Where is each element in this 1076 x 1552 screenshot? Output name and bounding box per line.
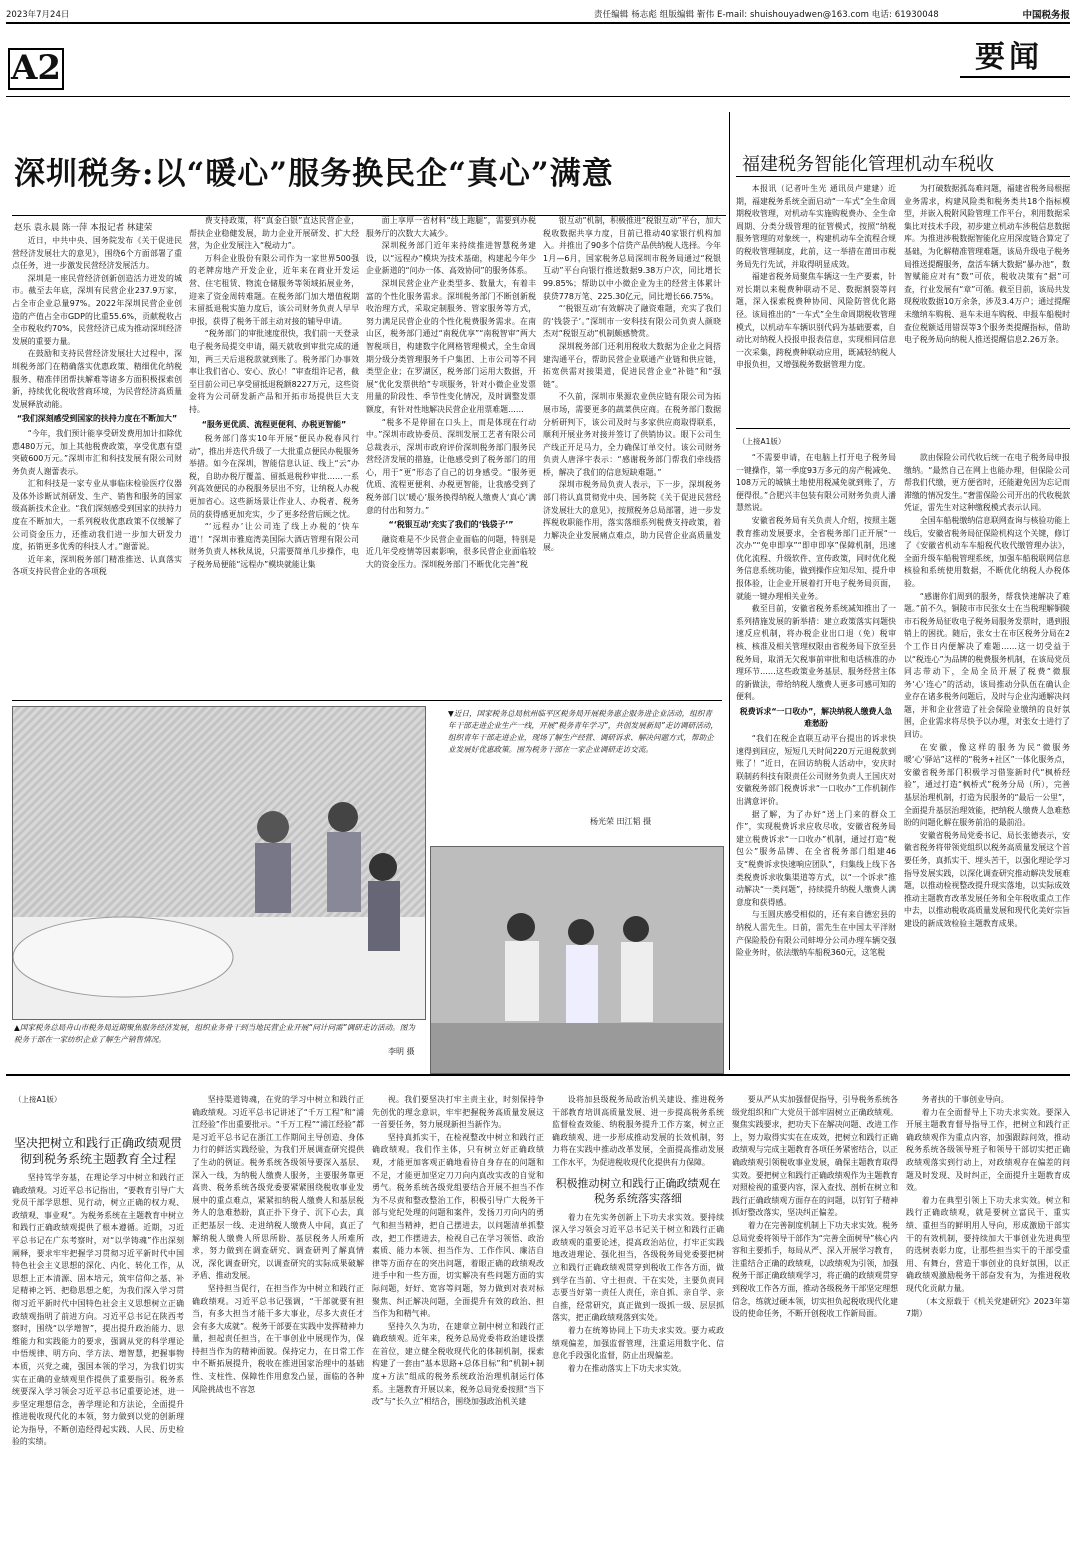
paragraph: 视。我们要坚决打牢主责主业，时刻保持争先创优的理念意识，牢牢把握税务高质量发展这一首要任务，努力展现新担当新作为。 — [372, 1095, 544, 1130]
paragraph: 福建省税务局聚焦车辆这一生产要素，针对长期以来税费种联动不足、数据割裂等问题，深入探索税费种协同、风险防管优化路径。该局推出的“一车式”全生命周期税收管理模式，以机动车车辆识别代码为基础要素，自动比对纳税人投报申报表信息，实现相同信息一次采集，跨税费种联动应用，既减轻纳税人申报负担，又增强税务数据管理力度。 — [736, 272, 896, 370]
newspaper-name: 中国税务报 — [1022, 10, 1070, 21]
paragraph: 坚持担当促行，在担当作为中树立和践行正确政绩观。习近平总书记强调，“干部就要有担当，有多大担当才能干多大事业，尽多大责任才会有多大成就”。税务干部要在实践中发挥精神力量，担起责任担当，在干事创业中展现作为，保持担当作为的精神面貌。保持定力，在日常工作中不断拓展提升，税收在推进国家治理中的基础性、支柱性、保障性作用愈发凸显，面临的各种风险挑战也不容忽 — [192, 1283, 364, 1394]
paragraph: “今年，我们预计能享受研发费用加计扣除优惠480万元，加上其他税费政策，享受优惠有望突破600万元。”深圳市汇和科技发展有限公司财务负责人谢蕾表示。 — [12, 428, 182, 476]
photo-credit-top: 杨光荣 田江韬 摄 — [590, 817, 652, 826]
header-rule — [6, 22, 1070, 24]
page-header-bar — [6, 6, 1070, 20]
paragraph: 不久前，深圳市果源农业供应链有限公司为拓展市场，需要更多的蔬菜供应商。在税务部门数据分析研判下，该公司及时与多家供应商取得联系，顺利开展业务对接并签订了供销协议。眼下公司生产线正开足马力，全力确保订单交付。该公司财务负责人唐泽宇表示：“感谢税务部门帮我们牵线搭桥，解决了我们的信息短缺难题。” — [543, 392, 721, 477]
main-headline: 深圳税务:以“暖心”服务换民企“真心”满意 — [14, 156, 614, 192]
paragraph: 汇和科技是一家专业从事临床检验医疗仪器及体外诊断试剂研发、生产、销售和服务的国家级高新技术企业。“我们深刻感受到国家的扶持力度在不断加大，一系列税收优惠政策不仅缓解了公司资金压力，还推动我们进一步加大研发力度，拓销更多优秀的科技人才。”谢蕾说。 — [12, 479, 182, 552]
paragraph: 税务部门落实10年开展“便民办税春风行动”，推出并迭代升级了一大批重点便民办税服务举措。如今在深圳，智能信息认证、线上“云”办税，自助办税厅覆盖、留抵退税秒审批……一系列高效便民的办税服务层出不穷，让纳税人办税更加省心。这些新场景让作业人、办税者、税务员的获得感更加充实，少了更多经营后顾之忧。 — [189, 434, 359, 519]
paragraph: 全国车船税缴纳信息联网查询与核验功能上线后，安徽省税务局征保险机构这个关键，修订了《安徽省机动车车船税代收代缴管理办法》，全面升级车船税管理系统，加强车船税联网信息核验和系统使用数据，不断优化纳税人办税体验。 — [904, 515, 1070, 588]
paragraph: 安徽省税务局党委书记、局长张德表示，安徽省税务将带领党组织以税务高质量发展这个首要任务，真抓实干、埋头苦干，以强化理论学习指导发展实践，以深化调查研究推动解决发展难题，以推动检视整改提升现实落地，以实际成效推动主题教育改革发展任务和全年税收重点工作中去，以推动税收高质量发展和现代化美好宗旨建设的新成效检验主题教育成果。 — [904, 830, 1070, 928]
paragraph: “税多不是停留在口头上，而是体现在行动中。”深圳市政协委员、深圳发展工艺者有限公司总裁表示，深圳市政府评价深圳税务部门服务民营经济发展的措施，让他感受到了税务部门的用心，用于“更”形态了自己的切身感受。“服务更优质、流程更便利、办税更智能，让我感受到了税务部门以‘暖心’服务换得纳税人缴费人‘真心’满意的付出和努力。” — [366, 417, 536, 515]
bottom-column-3 — [372, 1094, 544, 1544]
paragraph: 坚持久久为功，在建章立制中树立和践行正确政绩观。近年来，税务总局党委将政治建设摆在首位，建立健全税收现代化的体制机制，探索构建了一套由“基本思路+总体目标”和“机制+制度+方法”组成的税务系统政治治理机制运行体系。主题教育开展以来，税务总局党委按照“当下改”与“长久立”相结合，围绕加强政治机关建 — [372, 1321, 544, 1407]
article-column-1 — [12, 235, 182, 693]
paragraph: 与玉圆庆感受相似的，还有来自德宏县的纳税人雷先生。日前，雷先生在中国太平洋财产保险股份有限公司蚌埠分公司办理车辆交强险业务时，依法缴纳车船税360元，这笔税 — [736, 910, 896, 958]
paragraph: 近日，中共中央、国务院发布《关于促进民营经济发展壮大的意见》，围绕6个方面部署了重点任务，进一步激发民营经济发展活力。 — [12, 236, 182, 271]
paragraph: 本报讯（记者叶生光 通讯员卢建建）近期，福建税务系统全面启动“一车式”全生命周期税收管理，对机动车实施购税费办、全生命周期、分类分级管理的征管模式，按照“纳税服务管理的对象统一，构建机动车全流程合规的税收管理制度，此前，这一举措在莆田市税务局先行先试，并取得明显成效。 — [736, 184, 896, 269]
paragraph: “我们在税企直联互动平台提出的诉求快速得到回应，短短几天时间220万元退税款到账了！”近日，在回访纳税人活动中，安庆时联制药科技有限责任公司财务负责人王国庆对安徽税务部门税费诉求“一口收办”工作机制作出满意评价。 — [736, 734, 896, 807]
paragraph: 要从严从实加强督促指导，引导税务系统各级党组织和广大党员干部牢固树立正确政绩观。聚焦实践要求，把功夫下在解决问题、改进工作上，努力取得实实在在成效，把树立和践行正确政绩观与完成主题教育各项任务紧密结合，以正确政绩观引领税收事业发展，确保主题教育取得实效。要把树立和践行正确政绩观作为主题教育对照检视的重要内容，深入查找、剖析在树立和践行正确政绩观方面存在的问题，以钉钉子精神抓好整改落实，坚决纠正偏差。 — [732, 1095, 898, 1218]
fujian-bottom-rule — [736, 428, 1070, 429]
section-rule — [960, 76, 1070, 78]
paragraph: 着力在先实务创新上下功夫求实效。要持续深入学习领会习近平总书记关于树立和践行正确政绩观的重要论述，提高政治站位，打牢正实践地改进理论、强化担当，各级税务局党委要把树立和践行正确政绩观贯穿到税收工作各方面，做到学在当前、守土担责、干在实处，主要负责同志要当好第一责任人责任，亲自抓、亲自学、亲自推，经常研究，真正做到一级抓一级、层层抓落实，把正确政绩观落到实处。 — [552, 1212, 724, 1323]
paragraph: 深圳市税务局负责人表示，下一步，深圳税务部门将认真贯彻党中央、国务院《关于促进民营经济发展壮大的意见》，按照税务总局部署，进一步发挥税收职能作用，落实落细系列税费支持政策，着力解决企业发展痛点难点，助力民营企业高质量发展。 — [543, 480, 721, 553]
bottom-column-4 — [552, 1094, 724, 1544]
paragraph: 在鼓励和支持民营经济发展壮大过程中，深圳税务部门在精确落实优惠政策、精细优化纳税服务、精准伴团帮扶解难等诸多方面积极探索创新，持续优化税收营商环境，为民营经济高质量发展释放动能。 — [12, 349, 182, 409]
column-separator — [729, 112, 730, 1070]
paragraph: 着力在推动落实上下功夫求实效。 — [567, 1363, 687, 1373]
paragraph: 坚持笃学夯基，在理论学习中树立和践行正确政绩观。习近平总书记指出，“要教育引导广大党员干部学思想、见行动，树立正确的权力观、政绩观、事业观”。为税务系统在主题教育中树立和践行正确政绩观提供了根本遵循。近期，习近平总书记在广东考察时，对“以学铸魂”作出深刻阐释，要求牢牢把握学习贯彻习近平新时代中国特色社会主义思想的深化、内化、转化工作，从思想上正本清源、固本培元，筑牢信仰之基、补足精神之钙、把稳思想之舵，为我们深入学习贯彻习近平新时代中国特色社会主义思想树立正确政绩观指明了前进方向。习近平总书记在陕西考察时，围绕“以学增智”，提出提升政治能力、思维能力和实践能力的要求，强调从党的科学理论中悟规律、明方向、学方法、增智慧，把握事物本质，兴党之魂，强国本领的学习，为我们切实实在正确的业绩观里作提供了重要指引。税务系统要深入学习领会习近平总书记重要论述，进一步坚定理想信念，善学理论和方法论，全面提升推进税收现代化的本领，努力做到以党的创新理论为指导，不断创造经得起实践、人民、历史检验的实绩。 — [12, 1173, 184, 1447]
paragraph: 着力在全面督导上下功夫求实效。要深入开展主题教育督导指导工作，把树立和践行正确政绩观作为重点内容，加强跟踪问效，推动税务系统各级领导班子和领导干部切实把正确政绩观落实到行动上，对政绩观存在偏差的问题及时发现、及时纠正，全面提升主题教育成效。 — [906, 1107, 1070, 1193]
office-photo — [430, 846, 724, 1074]
paragraph: 面上享厚一省材料“线上跑腿”，需要到办税服务厅的次数大大减少。 — [366, 216, 536, 238]
paragraph: “不需要申请，在电脑上打开电子税务局一键操作，第一季度93万多元的房产税减免、108万元的城镇土地使用税减免就到账了，方便得很。”合肥兴丰包装有限公司财务负责人潘慧然说。 — [736, 453, 896, 513]
paragraph: “‘远程办’让公司连了线上办税的‘快车道’！”深圳市雅庭湾美国际大酒店管理有限公司财务负责人林秋凤说，只需要简单几步操作，电子税务局便能“远程办”模块就能让集 — [189, 522, 359, 570]
paragraph: 银互动”机制，积极推进“税银互动”平台，加大税收数据共享力度，目前已推动40家银行机构加入。并推出了90多个信贷产品供纳税人选择。今年1月—6月，国家税务总局深圳市税务局通过“税银互动”平台向银行推送数据9.38万户次，同比增长99.85%；帮助以中小微企业为主的经营主体累计获贷778万笔、225.30亿元，同比增长66.75%。 — [543, 216, 721, 301]
photo-top-rule — [12, 700, 722, 701]
continued-column-1 — [736, 452, 896, 1069]
paragraph: 务者扶的干事创业导向。 — [921, 1095, 1009, 1104]
masthead-rule — [6, 96, 1070, 97]
paragraph: “‘税银互动’有效解决了融资难题，充实了我们的‘钱袋子’。”深圳市一安科技有限公司负责人颜晓杰对“税银互动”机制颇感赞赏。 — [543, 304, 721, 339]
fujian-column-2 — [904, 183, 1070, 428]
paragraph: “感谢你们周到的服务，帮我快速解决了难题。”前不久，铜陵市市民张女士在当税理解铜陵市石税务局征收电子税务局服务发票时，遇到报销上的困扰。随后，张女士在市区税务分局在2个工作日内便解决了难题……这一切受益于以“税连心”为品牌的税费服务机制，在该局党员同志带动下，全局全员开展了税费“微服务‘心’连心”的活动，该局推动分队伍在确认企业存在诸多税务问题后，及时与企业沟通解决问题，并和企业营造了社会保险业缴纳的良好氛围，企业需求将尽快予以办理，对张女士进行了回访。 — [904, 591, 1070, 740]
paragraph: 设将加县级税务局政治机关建设、推进税务干部教育培训高质量发展、进一步提高税务系统监督检查效能、纳税服务提升工作方案，树立正确政绩观、进一步形成推动发展的长效机制，努力将在实践中推动改革发展，全面提高推动发展工作水平，为促进税收现代化提供有力保障。 — [552, 1095, 724, 1167]
article-column-2 — [189, 215, 359, 693]
paragraph: 深圳税务部门近年来持续推进智慧税务建设，以“远程办”模块为技术基础，构建起今年少企业新道的“问办一体、高效协同”的服务体系。 — [366, 241, 536, 276]
paragraph: 款由保险公司代收后统一在电子税务局申报缴纳。“最然自己在网上也能办理，但保险公司帮我们代缴，更方便省时，还能避免因为忘记而滞缴的情况发生。”奢雷保险公司开出的代收税款凭证，雷先生对这种缴税模式表示认同。 — [904, 453, 1070, 513]
bottom-column-2 — [192, 1094, 364, 1544]
fujian-headline: 福建税务智能化管理机动车税收 — [742, 154, 994, 175]
paragraph: 深圳民营企业产业类型多、数量大，有着丰富的个性化服务需求。深圳税务部门不断创新税收治理方式，采取定制服务、管家服务等方式，努力满足民营企业的个性化税费服务需求。在南山区，税务部门通过“南税优享”“南税智审”两大智税项目，构建数字化网格管理模式，全生命周期分级分类管理服务千户集团、上市公司等不同类型企业；在罗湖区，税务部门运用大数据，开展“优化发票供给”专项服务，针对小微企业发票用量的阶段性、季节性变化情况，及时调整发票额度，有针对性地解决民营企业用票难题…… — [366, 278, 536, 414]
paragraph: 深圳是一座民营经济创新创造活力迸发的城市。截至去年底，深圳有民营企业237.9万家，占全市企业总量97%。2022年深圳民营企业创造的产值占全市GDP的比重55.6%，贡献税收占全市税收约70%，民营经济已成为推动深圳经济发展的重要力量。 — [12, 273, 182, 346]
paragraph: （本文原载于《机关党建研究》2023年第7期） — [906, 1296, 1070, 1319]
article-column-4 — [543, 215, 721, 693]
bottom-column-1 — [12, 1172, 184, 1544]
page-number: A2 — [8, 48, 64, 90]
photo-caption-top: ▼近日，国家税务总局杭州临平区税务局开展税务惠企服务进企业活动，组织青年干部走进企业生产一线，开展“税务青年学习”，共创发展新局”走访调研活动，组织青年干部走进企业，现场了解生产经营、调研诉求、解决问题方式，帮助企业发展好优惠政策。围为税务干部在一家企业调研走访交流。 — [448, 709, 718, 754]
paragraph: 坚持真抓实干，在检视整改中树立和践行正确政绩观。我们作主体，只有树立好正确政绩观，才能更加客观正确地看待自身存在的问题和不足，才能更加坚定刀刀向内真改实改的自觉和勇气。税务系统各级党组要结合开展不担当不作为不尽责和整改整治工作，积极引导广大税务干部与党纪处理的问题和案件，发扬刀刃向内的勇气和担当精神，把自己摆进去，以问题清单抓整改，把工作摆进去，检视自己在学习领悟、政治素质、能力本领、担当作为、工作作风、廉洁自律等方面存在的突出问题，着眼正确的政绩观改进手中和一些方面，切实解决有些问题方面的实际问题，好好、宽容等问题，努力做到对表对标聚焦、纠正解决问题，全面提升有效的政治、担当作为和精气神。 — [372, 1132, 544, 1319]
paragraph: 费支持政策，将“真金白银”直达民营企业，帮扶企业稳健发展，助力企业开展研发、扩大经营，为企业发展注入“税动力”。 — [189, 216, 359, 251]
paragraph: 万科企业股份有限公司作为一家世界500强的老牌房地产开发企业，近年来在商业开发运营、住宅租赁、物流仓储服务等领域拓展业务，迎来了资金周转难题。在税务部门加大增值税期末留抵退税实施力度后，该公司财务负责人早早申报，获得了税务干部主动对接的辅导申请。 — [189, 253, 359, 326]
paragraph: 为打破数据孤岛难问题，福建省税务局根据业务需求，构建风险类和税务类共18个指标模型，并嵌入税附风险管理工作平台，利用数据采集比对技术手段，初步建立机动车涉税信息数据库。为推进涉税数据智能化应用深度链合算定了基础，为化解精准管理难题，该局升级电子税务局推送提醒服务，盘活车辆大数据“暴办池”，数智赋能应对有“数”可依，税收决策有“据”可查，行业发展有“章”可循。截至目前，该局共发现税收数据10万余条，涉及3.4万户；通过提醒未缴纳车购税、退车未退车购税、申报车船税时查位税额适用错误等3个服务类提醒指标，借助电子税务局向纳税人推送提醒信息2.26万条。 — [904, 184, 1070, 345]
paragraph: 截至目前，安徽省税务系统减知推出了一系列措施发展的新举措：建立政策落实问题快速反应机制，将办税企业出口退（免）税审核、核准及相关管理权限由省税务局下放至县税务局，取消无欠税事前审批和电话核准的办理环节……这些政策业务基层、服务经营主体的新做法，带给纳税人缴费人更多可感可知的便利。 — [736, 604, 896, 702]
continued-label: （上接A1版） — [738, 437, 786, 446]
paragraph: 融资难是不少民营企业面临的问题，特别是近几年受疫情等因素影响，很多民营企业面临较大的资金压力。深圳税务部门不断优化完善“税 — [366, 534, 536, 570]
paragraph: “税务部门的审批速度很快，我们前一天登录电子税务局提交申请，隔天就收到审批完成的通知，两三天后退税款就到账了。税务部门办事效率让我们省心、安心、放心！”审查组许记者，截至目前公司已享受留抵退税额8227万元，这些资金将为公司研发新产品和开拓市场提供巨大支持。 — [189, 329, 359, 414]
continued-column-2 — [904, 452, 1070, 1069]
photo-credit-bottom: 李明 摄 — [388, 1047, 415, 1056]
paragraph: 在安徽，像这样的服务为民“微服务暖‘心’驿站”这样的“税务+社区”一体化服务点，安徽省税务部门积极学习借鉴新时代“枫桥经验”，通过打造“枫桥式”税务分局（所），完善基层治理机制，打造为民服务的“最后一公里”，全面提升基层治理效能，把纳税人缴费人急难愁盼的问题化解在服务前沿的最前沿。 — [904, 742, 1070, 828]
bottom-continued-label: （上接A1版） — [14, 1095, 62, 1104]
bottom-section-rule — [6, 1074, 1070, 1076]
paragraph: 着力在统筹协同上下功夫求实效。要力戒政绩观偏差，加强监督管理，注重运用数字化、信息化手段强化监督，防止出现偏差。 — [552, 1325, 724, 1361]
bottom-column-5 — [732, 1094, 898, 1544]
paragraph: 深圳税务部门还利用税收大数据为企业之间搭建沟通平台，帮助民营企业联通产业链和供应链，拓宽供需对接渠道，促进民营企业“补链”和“强链”。 — [543, 341, 721, 389]
subheading: “服务更优质、流程更便利、办税更智能” — [201, 419, 347, 429]
subheading: 积极推动树立和践行正确政绩观在税务系统落实落细 — [555, 1176, 721, 1205]
photo-caption-bottom: ▲国家税务总局舟山市税务局近期聚焦服务经济发展，组织业务骨干到当地民营企业开展“问计问需”调研走访活动。图为税务干部在一家纺织企业了解生产销售情况。 — [14, 1023, 415, 1044]
paragraph: 近年来，深圳税务部门精准推送、认真落实各项支持民营企业的各项税 — [12, 554, 182, 577]
issue-date: 2023年7月24日 — [6, 10, 70, 20]
fujian-column-1 — [736, 183, 896, 428]
subheading: 税费诉求“一口收办”，解决纳税人缴费人急难愁盼 — [739, 706, 893, 729]
subheading: “‘税银互动’充实了我们的‘钱袋子’” — [388, 520, 514, 530]
article-column-3 — [366, 215, 536, 693]
paragraph: 据了解，为了办好“送上门来的群众工作”，实现税费诉求应收尽收，安徽省税务局建立税费诉求“一口收办”机制，通过打造“税包公”服务品牌、在全省税务部门组建46支“税费诉求快速响应团队”，归集线上线下各类税费诉求收集渠道等方式，以“一个诉求”推动解决“一类问题”，持续提升纳税人缴费人满意度和获得感。 — [736, 809, 896, 907]
fujian-rule — [736, 176, 1070, 177]
factory-photo — [12, 706, 426, 1020]
paragraph: 着力在典型引领上下功夫求实效。树立和践行正确政绩观，就是要树立富民干、重实绩、重担当的鲜明用人导向，形成激励干部实干的有效机制，要持续加大干事创业先进典型的选树表彰力度，让那些担当实干的干部受重用、有舞台，营造干事创业的良好氛围，以正确政绩观激励税务干部奋发有为，为推进税收现代化贡献力量。 — [906, 1195, 1070, 1293]
bottom-headline: 坚决把树立和践行正确政绩观贯彻到税务系统主题教育全过程 — [14, 1136, 183, 1166]
subheading: “我们深刻感受到国家的扶持力度在不断加大” — [16, 414, 178, 424]
paragraph: 着力在完善制度机制上下功夫求实效。税务总局党委将领导干部作为“完善全面树导”核心内容和主要抓手，每局从严、深入开展学习教育，注重结合正确的政绩观，以政绩观为引领，加强税务干部正确政绩观学习，将正确的政绩观贯穿到税收工作各方面，推动各级税务干部坚定理想信念，练就过硬本领，切实担负起税收现代化建设的使命任务，不断开创税收工作新局面。 — [732, 1220, 898, 1319]
byline: 赵乐 袁永晨 陈一萍 本报记者 林建荣 — [14, 223, 153, 233]
section-title: 要闻 — [975, 40, 1043, 75]
paragraph: 坚持渠道铸魂，在党的学习中树立和践行正确政绩观。习近平总书记讲述了“千万工程”和“浦江经验”作出重要批示。“千万工程”“浦江经验”都是习近平总书记在浙江工作期间主导创造、身体力行的鲜活实践经验，为我们开展调查研究提供了生动的例证。税务系统各级领导要深入基层、深入一线，为纳税人缴费人服务，主要服务靠更高贵、税务系统各级党委要紧紧围绕税收事业发展中的重点难点，紧紧扣纳税人缴费人和基层税务人的急难愁盼，真正扑下身子、沉下心去，真正把基层一线、走进纳税人缴费人中间，真正了解纳税人缴费人所思所盼、基层税务人所难所求，努力做到在调查研究、调查研判了解真情况，深化调查研究，以调查研究的实际成果破解矛盾、推动发展。 — [192, 1095, 364, 1281]
editor-info: 责任编辑 杨志彪 组版编辑 靳伟 E-mail: shuishouyadwen@163.com 电话: 61930048 — [594, 10, 939, 20]
bottom-column-6 — [906, 1094, 1070, 1544]
paragraph: 安徽省税务局有关负责人介绍，按照主题教育推动发展要求，全省税务部门正开展“一次办”“免申即享”“即申即享”保障机制，迅速优化流程、升级软件、宣传政策，同时优化税务信息系统功能，做到操作应知尽知、提升申报体验，让企业开展着打开电子税务局页面，就能一键办理相关业务。 — [736, 515, 896, 601]
